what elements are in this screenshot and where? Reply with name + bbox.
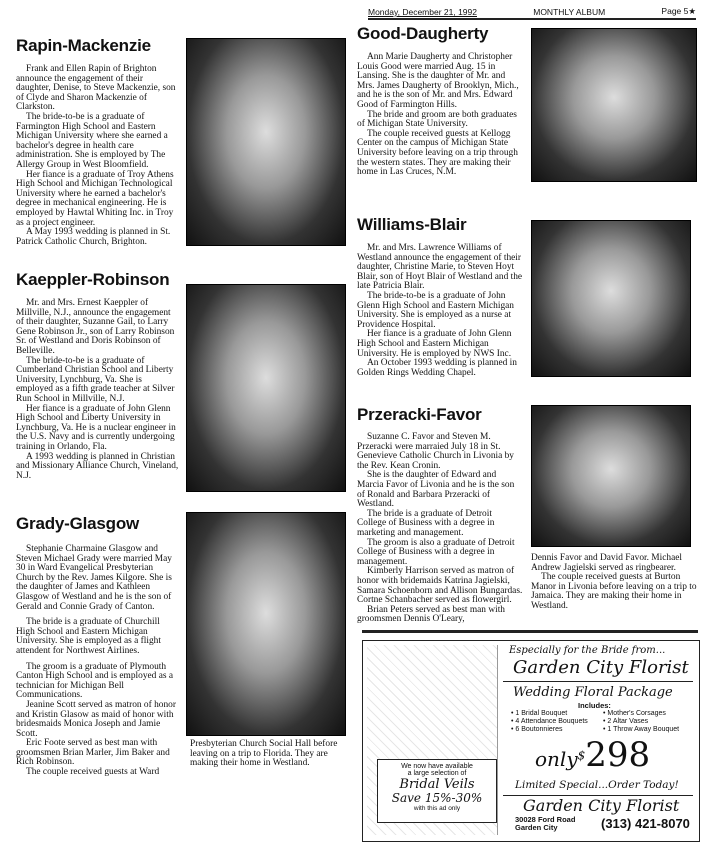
paragraph: A May 1993 wedding is planned in St. Patrick Catholic Church, Brighton. <box>16 227 171 247</box>
shop-name: Garden City Florist <box>513 657 689 678</box>
package-item: • Mother's Corsages <box>603 710 666 717</box>
wedding-photo <box>531 405 691 547</box>
article-title: Good-Daugherty <box>357 24 489 43</box>
ad-tagline: Especially for the Bride from... <box>509 645 666 656</box>
paragraph: Mr. and Mrs. Lawrence Williams of Westland announce the engagement of their daughter, Christine Marie, to Steven Hoyt Blair, son of Hoyt Blair of Westland and the late Patricia Blair. <box>357 243 523 292</box>
paragraph: Ann Marie Daugherty and Christopher Louis Good were married Aug. 15 in Lansing. She is the daughter of Mr. and Mrs. James Daugherty of Brooklyn, Mich., and he is the son of Mr. and Mrs. Edward Good of Farmington Hills. <box>357 52 519 110</box>
price-prefix: only <box>535 747 578 771</box>
paragraph: The groom is also a graduate of Detroit College of Business with a degree in management. <box>357 537 515 567</box>
paragraph: Suzanne C. Favor and Steven M. Przeracki were marraied July 18 in St. Genevieve Catholic Church in Livonia by the Rev. Kean Cronin. <box>357 432 514 471</box>
shop-address <box>515 816 575 832</box>
currency: $ <box>577 748 586 763</box>
veil-offer-box <box>377 759 497 823</box>
veil-discount: Save 15%-30% <box>391 791 483 805</box>
article-title: Williams-Blair <box>357 215 467 234</box>
article-kaeppler-robinson <box>16 270 180 481</box>
paragraph: Kimberly Harrison served as matron of honor with bridemaids Katrina Jagielski, Samara Schoenborn and Allison Bungardas. Cortne Schanbacher served as flowergirl. <box>357 566 523 606</box>
article-title: Przeracki-Favor <box>357 405 482 424</box>
article-williams-blair <box>357 215 523 378</box>
article-title: Grady-Glasgow <box>16 514 140 533</box>
article-body <box>357 53 523 178</box>
price-value: 298 <box>585 735 651 775</box>
paragraph: Jeanine Scott served as matron of honor and Kristin Glasow as maid of honor with bridesmaids Monica Joseph and Jamie Scott. <box>16 699 176 739</box>
article-good-daugherty <box>357 24 523 178</box>
paragraph: She is the daughter of Edward and Marcia Favor of Livonia and he is the son of Ronald and Barbara Przeracki of Westland. <box>357 470 515 510</box>
couple-photo <box>531 220 691 377</box>
article-body <box>16 65 180 247</box>
veil-note: with this ad only <box>413 805 461 812</box>
paragraph: Her fiance is a graduate of Troy Athens High School and Michigan Technological University where he earned a bachelor's degree in mechanical engineering. He is employed by Hawtal Whiting Inc. in Troy as a project engineer. <box>16 169 174 228</box>
paragraph: The bride is a graduate of Detroit College of Business with a degree in marketing and management. <box>357 508 495 538</box>
veil-text: a large selection of <box>407 770 467 777</box>
paragraph: The bride-to-be is a graduate of Cumberland Christian School and Liberty University, Lynchburg, Va. She is employed as a fifth grade teacher at Silver Run School in Millville, N.J. <box>16 355 175 404</box>
article-body <box>357 244 523 378</box>
address-line: Garden City <box>515 823 558 832</box>
article-body <box>357 433 523 625</box>
paragraph: A 1993 wedding is planned in Christian and Missionary Alliance Church, Vineland, N.J. <box>16 451 179 481</box>
paragraph: An October 1993 wedding is planned in Golden Rings Wedding Chapel. <box>357 358 517 378</box>
shop-name-footer: Garden City Florist <box>523 796 680 815</box>
article-continued <box>531 554 697 612</box>
section-name: MONTHLY ALBUM <box>533 7 606 17</box>
veil-text: We now have available <box>401 763 473 770</box>
paragraph: The bride is a graduate of Churchill High School and Eastern Michigan University. She is employed as a flight attendent for Northwest Airlines. <box>16 617 161 656</box>
package-title: Wedding Floral Package <box>513 685 673 700</box>
paragraph: The bride-to-be is a graduate of John Glenn High School and Eastern Michigan University. She is employed as a nurse at Providence Hospital. <box>357 290 514 330</box>
paragraph: Frank and Ellen Rapin of Brighton announce the engagement of their daughter, Denise, to Steve Mackenzie, son of Clyde and Sharon Mackenzie of Clarkston. <box>16 64 176 113</box>
paragraph: Brian Peters served as best man with groomsmen Dennis O'Leary, <box>357 604 505 625</box>
paragraph: Eric Foote served as best man with groomsmen Brian Marler, Jim Baker and Rich Robinson. <box>16 738 170 768</box>
article-title: Rapin-Mackenzie <box>16 36 151 55</box>
article-title: Kaeppler-Robinson <box>16 270 170 289</box>
article-przeracki-favor <box>357 405 523 625</box>
paragraph: The bride-to-be is a graduate of Farmington High School and Eastern Michigan University where she earned a bachelor's degree in health care administration. She is employed by The Allergy Group in West Bloomfield. <box>16 111 168 170</box>
paragraph: Mr. and Mrs. Ernest Kaeppler of Millville, N.J., announce the engagement of their daughter, Suzanne Gail, to Larry Gene Robinson Jr., son of Larry Robinson Sr. of Westland and Doris Robinson of Belleville. <box>16 298 175 356</box>
package-item: • 1 Throw Away Bouquet <box>603 726 680 733</box>
paragraph: The bride and groom are both graduates of Michigan State University. <box>357 109 517 130</box>
phone-number: (313) 421-8070 <box>601 816 690 831</box>
wedding-photo <box>531 28 697 182</box>
florist-advertisement <box>362 640 700 842</box>
paragraph: The couple received guests at Kellogg Center on the campus of Michigan State University before leaving on a trip through the western states. They are making their home in Las Cruces, N.M. <box>357 128 518 178</box>
package-items-left <box>511 710 588 734</box>
package-item: • 6 Boutonnieres <box>511 726 563 733</box>
paragraph: The groom is a graduate of Plymouth Canton High School and is employed as a technician for Michigan Bell Communications. <box>16 661 174 701</box>
divider <box>362 630 698 633</box>
article-body <box>16 545 180 778</box>
article-rapin-mackenzie <box>16 36 180 247</box>
article-grady-glasgow <box>16 514 180 778</box>
couple-photo <box>186 38 346 246</box>
paragraph: The couple received guests at Ward <box>26 767 160 778</box>
package-items-right <box>603 710 679 734</box>
issue-date: Monday, December 21, 1992 <box>368 7 477 17</box>
divider <box>503 681 693 682</box>
veil-title: Bridal Veils <box>399 777 475 792</box>
package-item: • 1 Bridal Bouquet <box>511 710 568 717</box>
paragraph: The couple received guests at Burton Manor in Livonia before leaving on a trip to Jamaica. They are making their home in Westland. <box>531 572 697 611</box>
package-item: • 4 Attendance Bouquets <box>511 718 588 725</box>
paragraph: Her fiance is a graduate of John Glenn High School and Eastern Michigan University. He is employed by NWS Inc. <box>357 329 512 359</box>
article-body <box>16 299 180 481</box>
paragraph: Her fiance is a graduate of John Glenn High School and Liberty University in Lynchburg, Va. He is a nuclear engineer in the U.S. Navy and is currently undergoing training in Orlando, Fla. <box>16 403 176 452</box>
page-header <box>368 4 696 20</box>
paragraph: Dennis Favor and David Favor. Michael Andrew Jagielski served as ringbearer. <box>531 553 683 573</box>
special-offer: Limited Special...Order Today! <box>515 779 679 791</box>
page-number: Page 5★ <box>661 6 696 16</box>
wedding-photo <box>186 512 346 736</box>
photo-caption: Presbyterian Church Social Hall before leaving on a trip to Florida. They are making their home in Westland. <box>190 739 338 769</box>
paragraph: Stephanie Charmaine Glasgow and Steven Michael Grady were married May 30 in Ward Evangelical Presbyterian Church by the Rev. James Kilgore. She is the daughter of James and Kathleen Glasgow of Westland and he is the son of Gerald and Connie Grady of Canton. <box>16 544 172 612</box>
price <box>535 735 650 775</box>
package-item: • 2 Altar Vases <box>603 718 649 725</box>
address-line: 30028 Ford Road <box>515 815 576 824</box>
includes-label: Includes: <box>578 701 611 710</box>
couple-photo <box>186 284 346 492</box>
